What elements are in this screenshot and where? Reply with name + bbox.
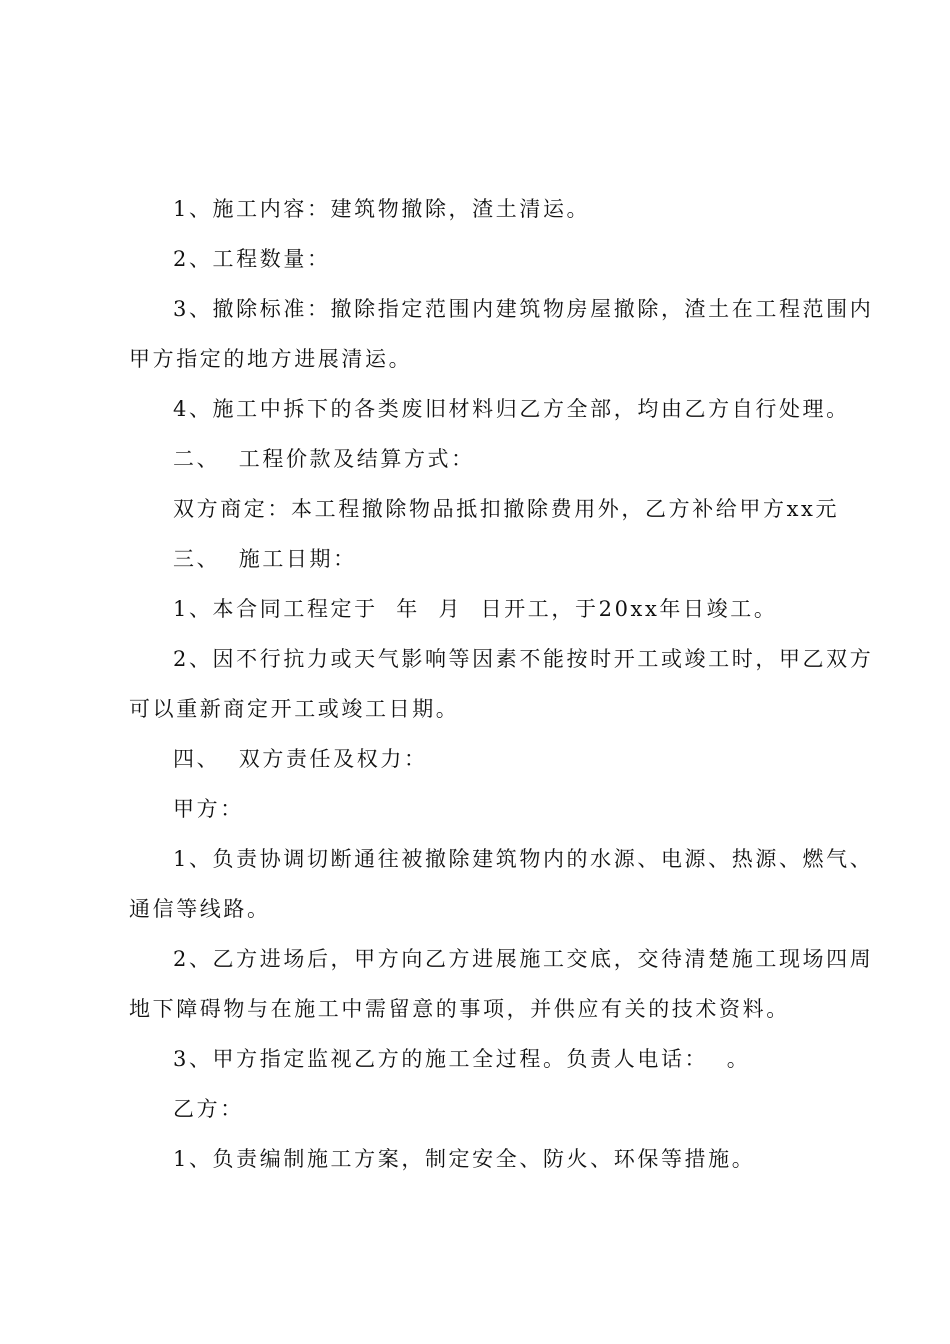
- section-heading: 四、 双方责任及权力：: [173, 747, 428, 771]
- paragraph-line: 可以重新商定开工或竣工日期。: [129, 697, 460, 721]
- subsection-heading: 乙方：: [173, 1097, 244, 1121]
- paragraph-line: 2、因不行抗力或天气影响等因素不能按时开工或竣工时，甲乙双方: [173, 647, 874, 671]
- paragraph-line: 通信等线路。: [129, 897, 271, 921]
- paragraph-line: 2、乙方进场后，甲方向乙方进展施工交底，交待清楚施工现场四周: [173, 947, 874, 971]
- section-heading: 二、 工程价款及结算方式：: [173, 447, 475, 471]
- paragraph-line: 3、撤除标准：撤除指定范围内建筑物房屋撤除，渣土在工程范围内: [173, 297, 874, 321]
- paragraph-line: 1、本合同工程定于 年 月 日开工，于20xx年日竣工。: [173, 597, 778, 621]
- document-body: [129, 184, 874, 1184]
- paragraph-line: 甲方指定的地方进展清运。: [129, 347, 413, 371]
- section-heading: 三、 施工日期：: [173, 547, 357, 571]
- subsection-heading: 甲方：: [173, 797, 244, 821]
- paragraph-line: 1、负责协调切断通往被撤除建筑物内的水源、电源、热源、燃气、: [173, 847, 874, 871]
- paragraph-line: 地下障碍物与在施工中需留意的事项，并供应有关的技术资料。: [129, 997, 790, 1021]
- paragraph-line: 4、施工中拆下的各类废旧材料归乙方全部，均由乙方自行处理。: [173, 397, 850, 421]
- paragraph-line: 2、工程数量：: [173, 247, 331, 271]
- paragraph-line: 1、负责编制施工方案，制定安全、防火、环保等措施。: [173, 1147, 756, 1171]
- paragraph-line: 3、甲方指定监视乙方的施工全过程。负责人电话： 。: [173, 1047, 751, 1071]
- paragraph-line: 双方商定：本工程撤除物品抵扣撤除费用外，乙方补给甲方xx元: [173, 497, 840, 521]
- paragraph-line: 1、施工内容：建筑物撤除，渣土清运。: [173, 197, 591, 221]
